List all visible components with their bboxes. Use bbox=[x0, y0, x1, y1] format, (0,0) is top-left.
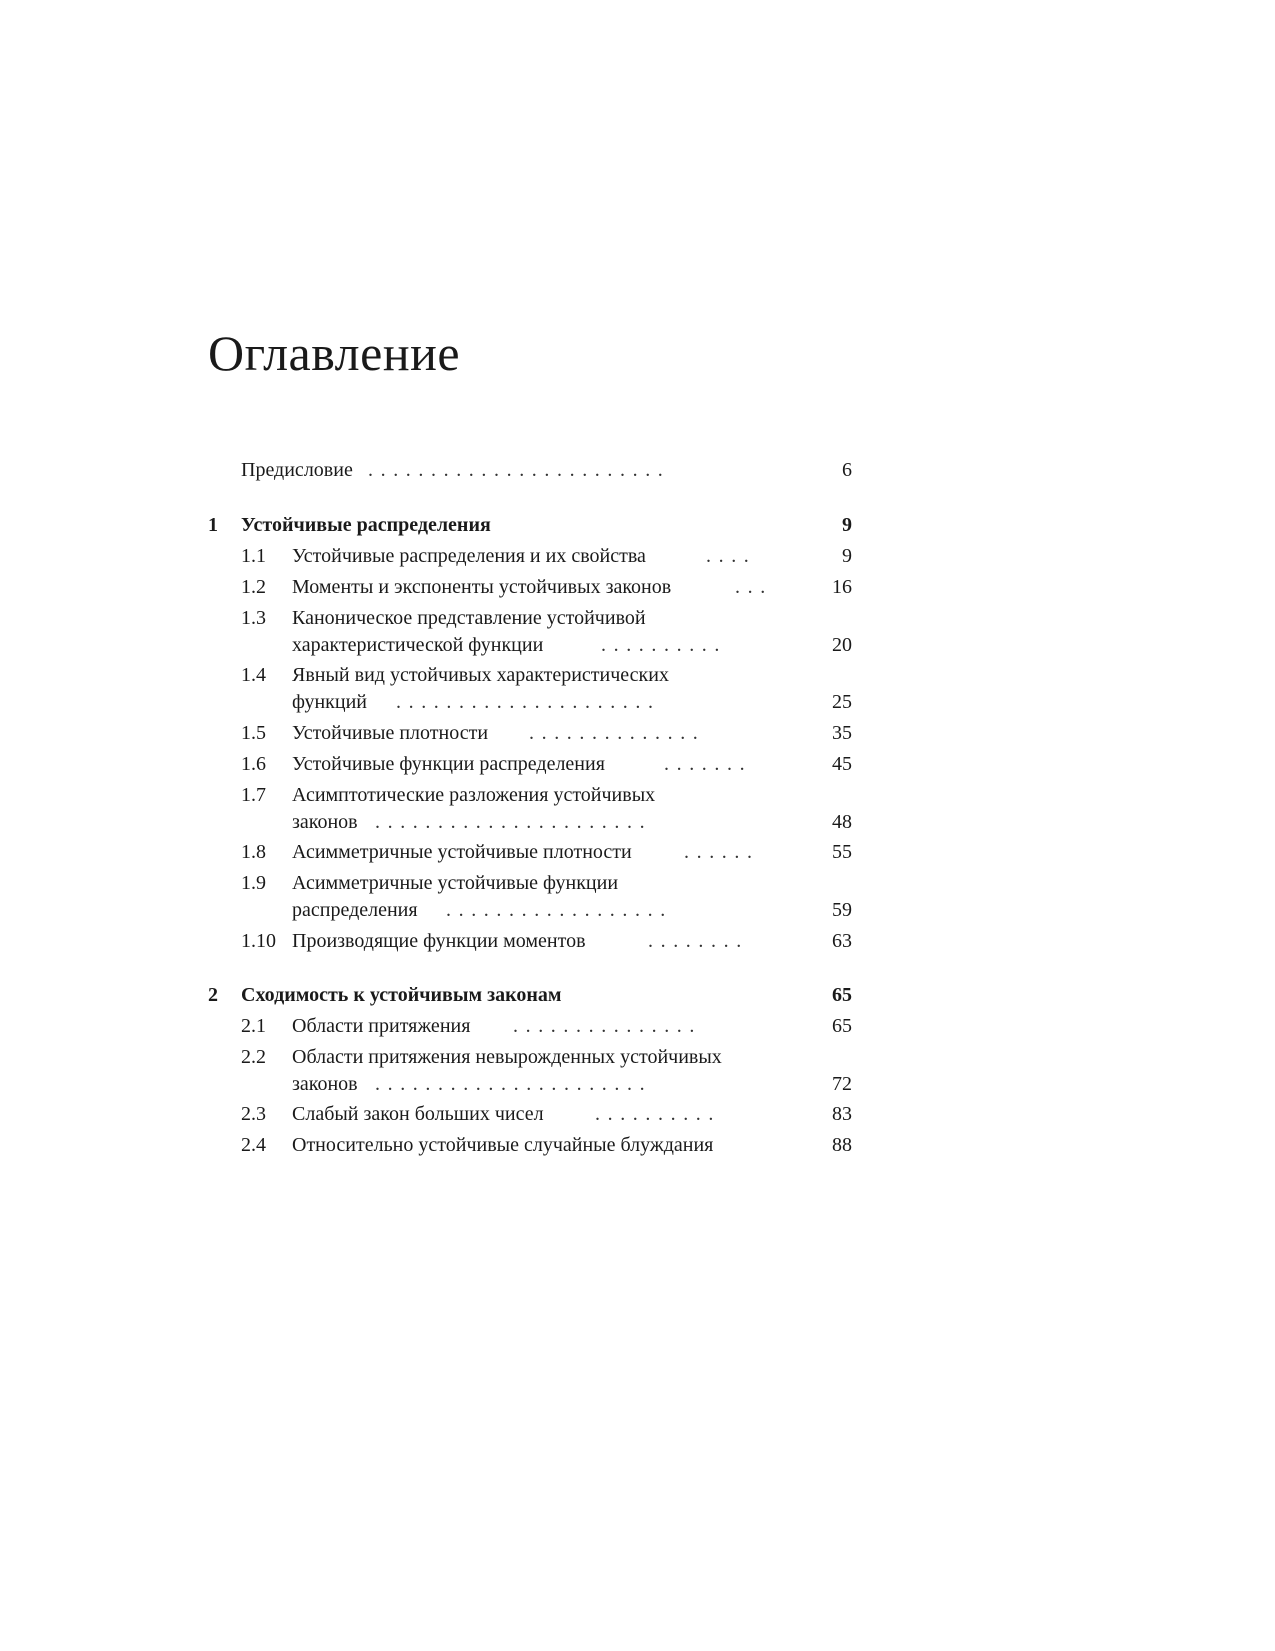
section-page: 55 bbox=[832, 841, 852, 863]
page-title: Оглавление bbox=[208, 325, 461, 381]
section-number: 1.3 bbox=[241, 607, 266, 629]
section-title-continued: распределения bbox=[292, 899, 418, 921]
section-title: Области притяжения bbox=[292, 1015, 471, 1037]
section-title: Асимметричные устойчивые функции bbox=[292, 872, 619, 894]
section-title-continued: функций bbox=[292, 691, 367, 713]
toc-entry-page: 6 bbox=[842, 459, 852, 481]
dot-leader: ...... bbox=[684, 841, 760, 863]
chapter-page: 65 bbox=[832, 984, 852, 1006]
section-title: Производящие функции моментов bbox=[292, 930, 586, 952]
dot-leader: .............. bbox=[529, 722, 706, 744]
dot-leader: ...................... bbox=[375, 811, 653, 833]
dot-leader: ........ bbox=[648, 930, 749, 952]
section-title: Асимметричные устойчивые плотности bbox=[292, 841, 632, 863]
dot-leader: .... bbox=[706, 545, 757, 567]
section-number: 2.3 bbox=[241, 1103, 266, 1125]
section-number: 1.2 bbox=[241, 576, 266, 598]
dot-leader: ............... bbox=[513, 1015, 702, 1037]
section-page: 9 bbox=[842, 545, 852, 567]
section-title: Устойчивые распределения и их свойства bbox=[292, 545, 646, 567]
section-title: Слабый закон больших чисел bbox=[292, 1103, 544, 1125]
dot-leader: .......... bbox=[595, 1103, 721, 1125]
section-title: Асимптотические разложения устойчивых bbox=[292, 784, 656, 806]
section-number: 1.5 bbox=[241, 722, 266, 744]
section-page: 48 bbox=[832, 811, 852, 833]
dot-leader: .................. bbox=[446, 899, 673, 921]
section-page: 65 bbox=[832, 1015, 852, 1037]
section-page: 45 bbox=[832, 753, 852, 775]
section-title: Явный вид устойчивых характеристических bbox=[292, 664, 669, 686]
chapter-title: Устойчивые распределения bbox=[241, 514, 491, 536]
section-number: 2.4 bbox=[241, 1134, 266, 1156]
section-number: 1.8 bbox=[241, 841, 266, 863]
section-title-continued: законов bbox=[292, 811, 358, 833]
dot-leader: ..................... bbox=[396, 691, 661, 713]
section-title: Каноническое представление устойчивой bbox=[292, 607, 646, 629]
toc-section-1-4[interactable] bbox=[208, 661, 852, 717]
dot-leader: ... bbox=[735, 576, 773, 598]
toc-section-1-9[interactable] bbox=[208, 869, 852, 925]
section-number: 1.1 bbox=[241, 545, 266, 567]
toc-section-1-7[interactable] bbox=[208, 781, 852, 837]
section-number: 2.1 bbox=[241, 1015, 266, 1037]
toc-section-1-3[interactable] bbox=[208, 604, 852, 660]
section-number: 2.2 bbox=[241, 1046, 266, 1068]
section-page: 63 bbox=[832, 930, 852, 952]
section-title: Относительно устойчивые случайные блуждания bbox=[292, 1134, 714, 1156]
section-number: 1.6 bbox=[241, 753, 266, 775]
section-page: 35 bbox=[832, 722, 852, 744]
section-number: 1.4 bbox=[241, 664, 266, 686]
section-page: 16 bbox=[832, 576, 852, 598]
section-title: Моменты и экспоненты устойчивых законов bbox=[292, 576, 672, 598]
section-number: 1.9 bbox=[241, 872, 266, 894]
toc-entry-label: Предисловие bbox=[241, 459, 353, 481]
toc-section-2-2[interactable] bbox=[208, 1043, 852, 1099]
dot-leader: .......... bbox=[601, 634, 727, 656]
section-title-continued: характеристической функции bbox=[292, 634, 544, 656]
section-page: 72 bbox=[832, 1073, 852, 1095]
section-page: 88 bbox=[832, 1134, 852, 1156]
chapter-title: Сходимость к устойчивым законам bbox=[241, 984, 562, 1006]
section-title: Устойчивые функции распределения bbox=[292, 753, 605, 775]
dot-leader: ....... bbox=[664, 753, 753, 775]
chapter-number: 1 bbox=[208, 514, 218, 536]
section-title-continued: законов bbox=[292, 1073, 358, 1095]
section-title: Устойчивые плотности bbox=[292, 722, 489, 744]
dot-leader: ........................ bbox=[368, 459, 671, 481]
section-page: 20 bbox=[832, 634, 852, 656]
chapter-page: 9 bbox=[842, 514, 852, 536]
dot-leader: ...................... bbox=[375, 1073, 653, 1095]
section-number: 1.10 bbox=[241, 930, 276, 952]
section-page: 25 bbox=[832, 691, 852, 713]
section-page: 59 bbox=[832, 899, 852, 921]
chapter-number: 2 bbox=[208, 984, 218, 1006]
section-title: Области притяжения невырожденных устойчивых bbox=[292, 1046, 722, 1068]
section-number: 1.7 bbox=[241, 784, 266, 806]
section-page: 83 bbox=[832, 1103, 852, 1125]
